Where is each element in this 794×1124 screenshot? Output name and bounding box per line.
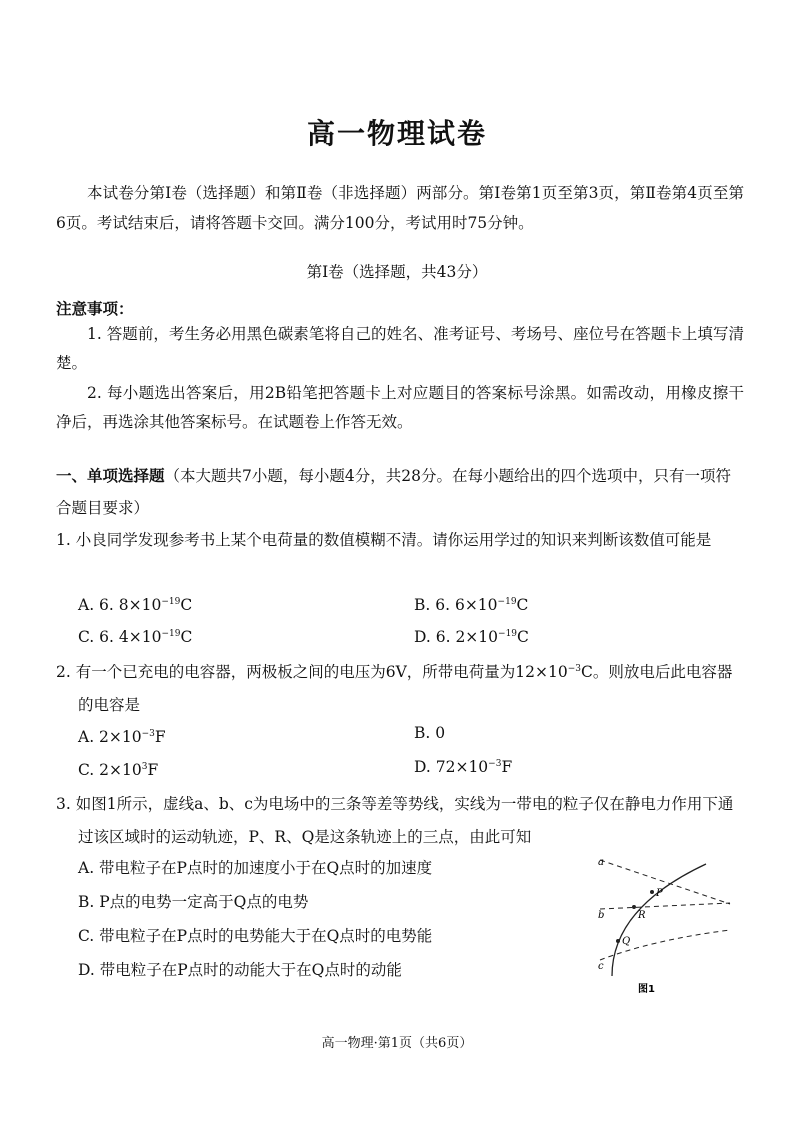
figure-1 — [582, 848, 732, 996]
question-3-option-a: A. 带电粒子在P点时的加速度小于在Q点时的加速度 — [78, 859, 433, 877]
option-exponent: −19 — [498, 629, 518, 639]
option-unit: C — [517, 628, 529, 646]
question-1-stem: 1. 小良同学发现参考书上某个电荷量的数值模糊不清。请你运用学过的知识来判断该数值可能是 — [56, 531, 712, 549]
question-3-option-c: C. 带电粒子在P点时的电势能大于在Q点时的电势能 — [78, 927, 433, 945]
stem-text: 2. 有一个已充电的电容器，两极板之间的电压为6V，所带电荷量为12×10 — [56, 663, 568, 681]
option-text: B. 6. 6×10 — [414, 596, 498, 614]
option-exponent: −3 — [488, 759, 502, 769]
part-description: （本大题共7小题，每小题4分，共28分。在每小题给出的四个选项中，只有一项符合题目要求） — [56, 467, 731, 517]
option-exponent: −19 — [161, 629, 181, 639]
option-unit: C — [516, 596, 529, 614]
intro-paragraph: 本试卷分第Ⅰ卷（选择题）和第Ⅱ卷（非选择题）两部分。第Ⅰ卷第1页至第3页，第Ⅱ卷第4页至第6页。考试结束后，请将答题卡交回。满分100分，考试用时75分钟。 — [56, 184, 744, 232]
option-exponent: −19 — [497, 597, 517, 607]
point-q — [616, 939, 620, 943]
question-1-option-a — [78, 596, 192, 614]
point-p — [650, 890, 654, 894]
option-text: C. 6. 4×10 — [78, 628, 162, 646]
question-2-option-d — [414, 758, 512, 776]
equipotential-line-c — [600, 930, 730, 960]
question-2-option-b: B. 0 — [414, 724, 446, 742]
option-unit: F — [154, 728, 166, 746]
question-1-option-b — [414, 596, 528, 614]
page-footer: 高一物理·第1页（共6页） — [321, 1036, 473, 1051]
label-c: c — [598, 961, 604, 972]
option-exponent: −3 — [141, 729, 155, 739]
label-r: R — [638, 910, 646, 921]
option-unit: C — [180, 628, 193, 646]
section-title: 第Ⅰ卷（选择题，共43分） — [306, 263, 488, 281]
question-2-stem — [56, 656, 744, 722]
equipotential-diagram — [582, 848, 732, 996]
question-2-option-a — [78, 728, 166, 746]
option-text: C. 2×10 — [78, 761, 142, 779]
notice-heading: 注意事项： — [56, 300, 134, 318]
option-text: A. 6. 8×10 — [78, 596, 162, 614]
label-p: P — [656, 888, 663, 899]
option-unit: C — [180, 596, 193, 614]
part-heading — [56, 460, 744, 524]
question-1-option-d — [414, 628, 529, 646]
question-1-option-c — [78, 628, 192, 646]
label-b: b — [598, 910, 605, 921]
option-text: D. 6. 2×10 — [414, 628, 499, 646]
question-2-option-c — [78, 761, 158, 779]
option-text: A. 2×10 — [78, 728, 142, 746]
stem-exponent: −3 — [567, 664, 581, 674]
label-a: a — [598, 857, 604, 868]
option-unit: F — [501, 758, 513, 776]
option-text: D. 72×10 — [414, 758, 489, 776]
question-3-option-d: D. 带电粒子在P点时的动能大于在Q点时的动能 — [78, 961, 402, 979]
option-exponent: 3 — [141, 762, 148, 772]
notice-item-2: 2. 每小题选出答案后，用2B铅笔把答题卡上对应题目的答案标号涂黑。如需改动，用橡皮擦干净后，再选涂其他答案标号。在试题卷上作答无效。 — [56, 384, 744, 431]
particle-trajectory — [612, 864, 706, 976]
point-r — [632, 905, 636, 909]
figure-caption: 图1 — [638, 984, 655, 995]
part-label: 一、单项选择题 — [56, 467, 165, 485]
question-3-option-b: B. P点的电势一定高于Q点的电势 — [78, 893, 309, 911]
notice-item-1: 1. 答题前，考生务必用黑色碳素笔将自己的姓名、准考证号、考场号、座位号在答题卡上填写清楚。 — [56, 325, 744, 372]
stem-text-tail: C。则放电后此电容器的电容是 — [78, 663, 733, 714]
equipotential-line-b — [600, 903, 730, 909]
question-3-stem: 3. 如图1所示，虚线a、b、c为电场中的三条等差等势线，实线为一带电的粒子仅在静电力作用下通过该区域时的运动轨迹，P、R、Q是这条轨迹上的三点，由此可知 — [56, 795, 734, 846]
page-title: 高一物理试卷 — [306, 117, 487, 150]
label-q: Q — [622, 936, 631, 947]
option-unit: F — [147, 761, 159, 779]
option-exponent: −19 — [161, 597, 181, 607]
equipotential-line-a — [600, 860, 730, 904]
